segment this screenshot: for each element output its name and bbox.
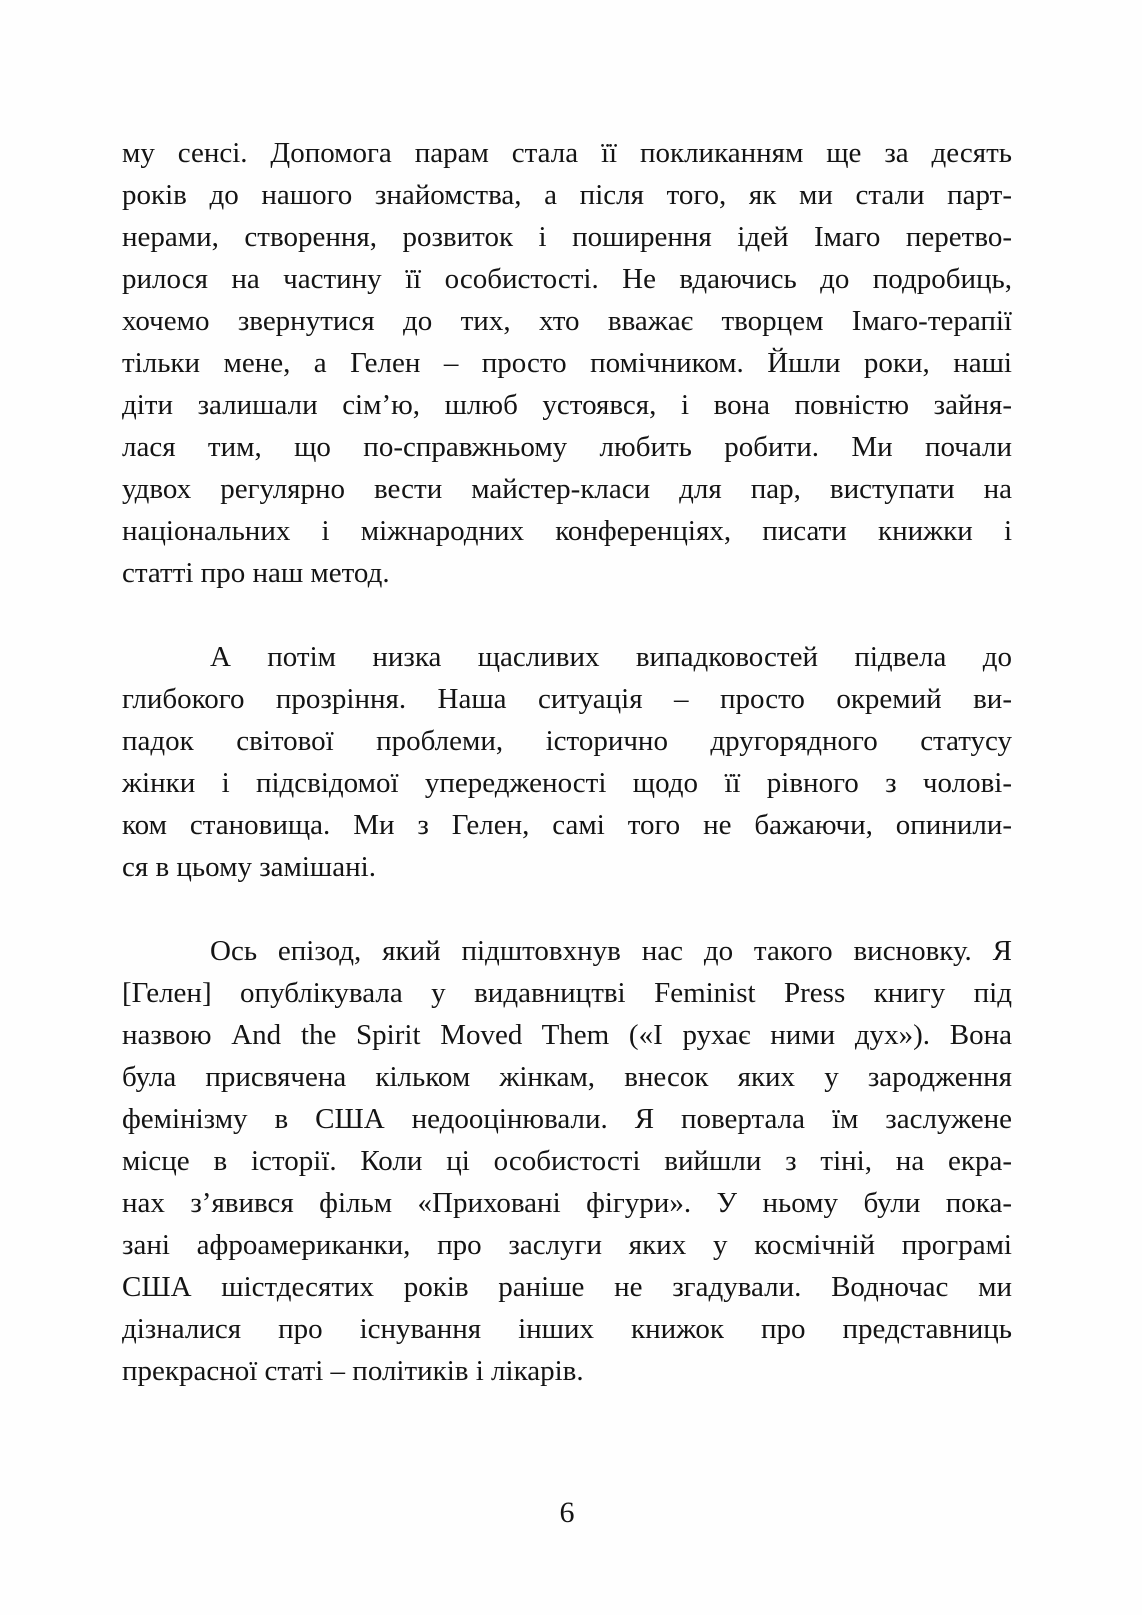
text-line: Ось епізод, який підштовхнув нас до такого висновку. Я	[210, 935, 1012, 967]
text-line: була присвячена кільком жінкам, внесок яких у зародження	[122, 1061, 1012, 1093]
text-line: діти залишали сім’ю, шлюб устоявся, і вона повністю зайня-	[122, 389, 1012, 421]
text-line: статті про наш метод.	[122, 557, 390, 589]
text-line: му сенсі. Допомога парам стала її покликанням ще за десять	[122, 137, 1012, 169]
text-line: тільки мене, а Гелен – просто помічником. Йшли роки, наші	[122, 347, 1012, 379]
text-line: падок світової проблеми, історично другорядного статусу	[122, 725, 1012, 757]
text-line: хочемо звернутися до тих, хто вважає творцем Імаго-терапії	[122, 305, 1012, 337]
text-line: А потім низка щасливих випадковостей підвела до	[210, 641, 1012, 673]
page-text	[122, 132, 1012, 1392]
paragraph	[122, 930, 1012, 1392]
paragraph	[122, 636, 1012, 888]
text-line: ком становища. Ми з Гелен, самі того не бажаючи, опинили-	[122, 809, 1012, 841]
text-line: удвох регулярно вести майстер-класи для пар, виступати на	[122, 473, 1012, 505]
text-line: фемінізму в США недооцінювали. Я повертала їм заслужене	[122, 1103, 1012, 1135]
text-line: США шістдесятих років раніше не згадували. Водночас ми	[122, 1271, 1012, 1303]
text-line: дізналися про існування інших книжок про представниць	[122, 1313, 1012, 1345]
text-line: рилося на частину її особистості. Не вдаючись до подробиць,	[122, 263, 1012, 295]
text-line: назвою And the Spirit Moved Them («І рухає ними дух»). Вона	[122, 1019, 1012, 1051]
page-number: 6	[559, 1496, 575, 1529]
text-line: років до нашого знайомства, а після того, як ми стали парт-	[122, 179, 1012, 211]
text-line: [Гелен] опублікувала у видавництві Feminist Press книгу під	[122, 977, 1012, 1009]
text-line: глибокого прозріння. Наша ситуація – просто окремий ви-	[122, 683, 1012, 715]
paragraph	[122, 132, 1012, 594]
text-line: зані афроамериканки, про заслуги яких у космічній програмі	[122, 1229, 1012, 1261]
paragraphs	[122, 132, 1012, 1392]
text-line: місце в історії. Коли ці особистості вийшли з тіні, на екра-	[122, 1145, 1012, 1177]
text-line: ся в цьому замішані.	[122, 851, 376, 883]
text-line: нах з’явився фільм «Приховані фігури». У ньому були пока-	[122, 1187, 1012, 1219]
text-line: жінки і підсвідомої упередженості щодо її рівного з чолові-	[122, 767, 1012, 799]
text-line: нерами, створення, розвиток і поширення ідей Імаго перетво-	[122, 221, 1012, 253]
text-line: лася тим, що по-справжньому любить робити. Ми почали	[122, 431, 1012, 463]
text-line: національних і міжнародних конференціях, писати книжки і	[122, 515, 1012, 547]
text-line: прекрасної статі – політиків і лікарів.	[122, 1355, 584, 1387]
